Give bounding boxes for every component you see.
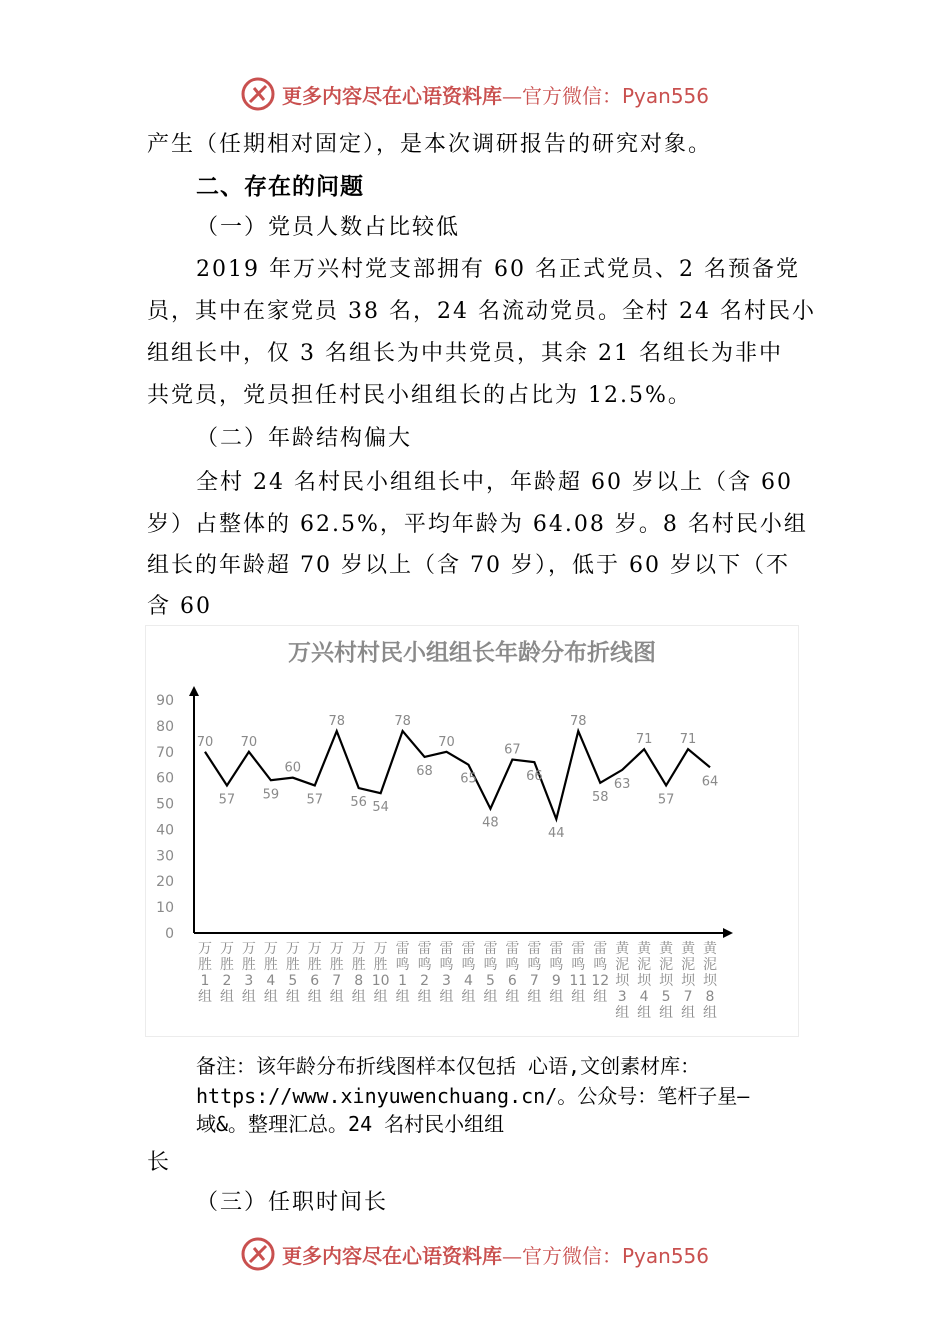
data-label: 57	[657, 792, 675, 808]
x-tick-label: 雷鸣 4 组	[461, 941, 476, 1005]
note-line: 域&。整理汇总。24 名村民小组组	[196, 1112, 505, 1136]
paragraph-line: 组长的年龄超 70 岁以上（含 70 岁），低于 60 岁以下（不	[147, 553, 790, 578]
data-label: 71	[635, 732, 653, 748]
data-label: 44	[548, 826, 565, 842]
paragraph-line: 全村 24 名村民小组组长中，年龄超 60 岁以上（含 60	[196, 470, 793, 495]
x-tick-label: 黄泥坝 5 组	[659, 941, 674, 1021]
section-title: 二、存在的问题	[196, 174, 364, 200]
banner-tail: —官方微信：	[502, 84, 622, 108]
data-label: 70	[438, 734, 455, 750]
data-label: 58	[591, 789, 609, 805]
y-tick-label: 80	[156, 718, 174, 735]
data-label: 78	[328, 714, 346, 730]
data-label: 78	[394, 714, 411, 730]
banner-lead: 更多内容尽在心语资料库	[282, 1244, 502, 1268]
subsection-title-1: （一）党员人数占比较低	[196, 215, 461, 240]
y-tick-label: 10	[156, 900, 174, 917]
x-tick-label: 黄泥坝 3 组	[615, 941, 630, 1021]
age-line-chart	[145, 625, 799, 1037]
paragraph-line: 含 60	[147, 594, 212, 619]
x-tick-label: 黄泥坝 4 组	[637, 941, 652, 1021]
chart-svg	[146, 626, 798, 1036]
note-line: https://www.xinyuwenchuang.cn/。公众号：笔杆子星—	[196, 1084, 750, 1108]
paragraph-line: 岁）占整体的 62.5%，平均年龄为 64.08 岁。8 名村民小组	[147, 512, 808, 537]
chart-title: 万兴村村民小组组长年龄分布折线图	[288, 640, 656, 666]
paragraph-line: 2019 年万兴村党支部拥有 60 名正式党员、2 名预备党	[196, 257, 800, 282]
y-tick-label: 60	[156, 770, 174, 787]
x-tick-label: 雷鸣 11 组	[569, 941, 588, 1005]
data-label: 57	[306, 792, 324, 808]
data-label: 56	[350, 795, 367, 811]
x-tick-label: 黄泥坝 8 组	[703, 941, 718, 1021]
x-tick-label: 万胜 1 组	[197, 941, 212, 1005]
x-tick-label: 万胜 6 组	[307, 941, 322, 1005]
x-tick-label: 万胜 2 组	[219, 941, 234, 1005]
y-axis-arrow	[189, 686, 199, 696]
banner-wechat: Pyan556	[622, 84, 710, 108]
paragraph-line: 产生（任期相对固定），是本次调研报告的研究对象。	[147, 132, 713, 157]
y-tick-label: 70	[156, 744, 174, 761]
x-tick-label: 雷鸣 6 组	[505, 941, 520, 1005]
y-tick-label: 40	[156, 822, 174, 839]
data-label: 78	[569, 714, 587, 730]
y-tick-label: 20	[156, 874, 174, 891]
banner-lead: 更多内容尽在心语资料库	[282, 84, 502, 108]
data-label: 67	[504, 742, 521, 758]
banner-tail: —官方微信：	[502, 1244, 622, 1268]
x-tick-label: 雷鸣 5 组	[483, 941, 498, 1005]
data-label: 64	[701, 774, 719, 790]
x-tick-label: 万胜 10 组	[371, 941, 390, 1005]
bottom-banner	[0, 1234, 950, 1274]
note-tail: 长	[147, 1150, 172, 1175]
xinyu-logo-icon	[240, 1236, 276, 1272]
x-tick-label: 万胜 5 组	[285, 941, 300, 1005]
banner-text	[282, 80, 709, 109]
top-banner	[0, 74, 950, 114]
data-label: 66	[526, 769, 543, 785]
x-axis-arrow	[723, 928, 733, 938]
series-line	[205, 731, 710, 819]
data-label: 54	[372, 800, 389, 816]
y-tick-label: 90	[156, 693, 174, 709]
x-tick-label: 雷鸣 12 组	[591, 941, 610, 1005]
banner-wechat: Pyan556	[622, 1244, 710, 1268]
paragraph-line: 共党员，党员担任村民小组组长的占比为 12.5%。	[147, 383, 692, 408]
note-line: 备注：该年龄分布折线图样本仅包括 心语,文创素材库：	[196, 1054, 701, 1078]
paragraph-line: 组组长中，仅 3 名组长为中共党员，其余 21 名组长为非中	[147, 341, 783, 366]
data-label: 60	[284, 760, 302, 776]
data-label: 48	[482, 815, 499, 831]
data-label: 70	[240, 734, 258, 750]
y-tick-label: 50	[156, 796, 174, 813]
x-tick-label: 万胜 3 组	[241, 941, 256, 1005]
x-tick-label: 雷鸣 2 组	[417, 941, 432, 1005]
data-label: 65	[460, 771, 477, 787]
data-label: 63	[613, 776, 631, 792]
x-tick-label: 雷鸣 1 组	[395, 941, 410, 1005]
data-label: 68	[416, 763, 433, 779]
y-tick-label: 0	[165, 926, 174, 942]
y-tick-label: 30	[156, 848, 174, 865]
paragraph-line: 员，其中在家党员 38 名，24 名流动党员。全村 24 名村民小	[147, 299, 816, 324]
banner-text	[282, 1240, 709, 1269]
x-tick-label: 万胜 8 组	[351, 941, 366, 1005]
data-label: 59	[262, 787, 280, 803]
x-tick-label: 黄泥坝 7 组	[681, 941, 696, 1021]
x-tick-label: 雷鸣 9 组	[549, 941, 564, 1005]
data-label: 70	[196, 734, 214, 750]
data-label: 71	[679, 732, 697, 748]
x-tick-label: 雷鸣 7 组	[527, 941, 542, 1005]
data-label: 57	[218, 792, 236, 808]
subsection-title-2: （二）年龄结构偏大	[196, 426, 413, 451]
x-tick-label: 万胜 7 组	[329, 941, 344, 1005]
xinyu-logo-icon	[240, 76, 276, 112]
subsection-title-3: （三）任职时间长	[196, 1190, 389, 1215]
x-tick-label: 万胜 4 组	[263, 941, 278, 1005]
x-tick-label: 雷鸣 3 组	[439, 941, 454, 1005]
